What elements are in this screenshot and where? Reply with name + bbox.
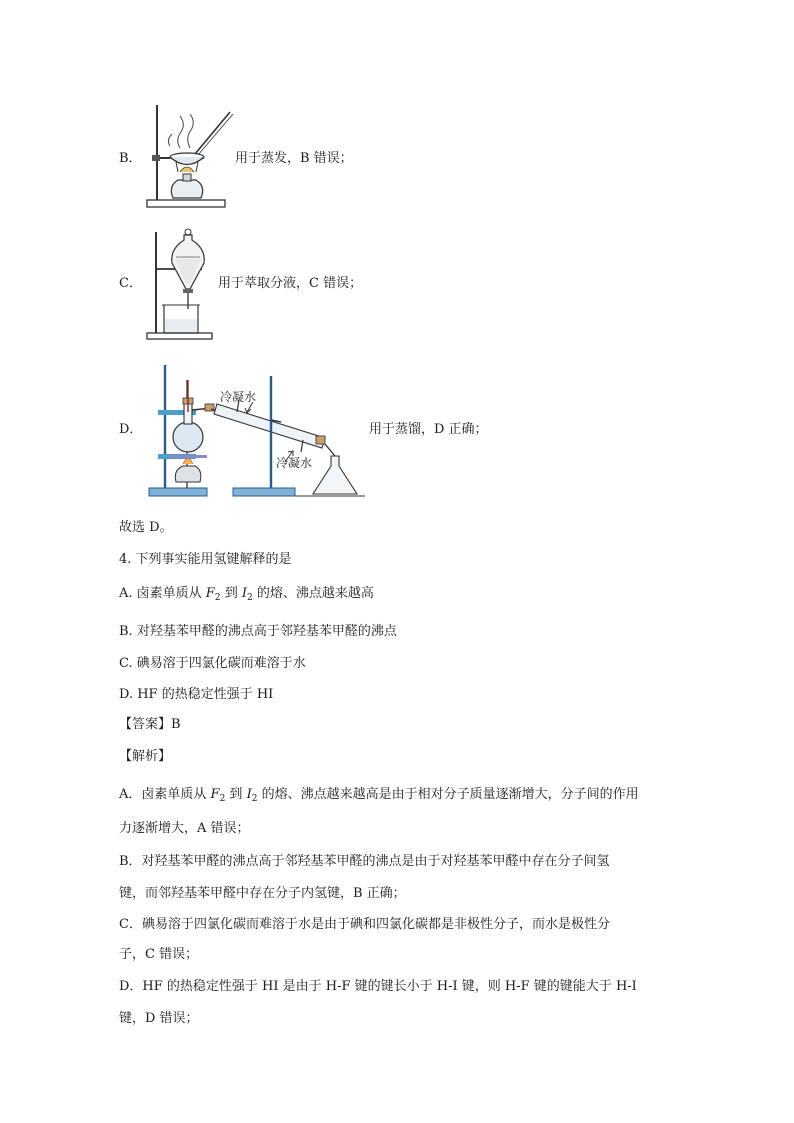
question-option-d: D. HF 的热稳定性强于 HI	[119, 687, 274, 702]
conclusion-text: 故选 D。	[119, 520, 173, 535]
option-b-text: 用于蒸发，B 错误；	[235, 151, 353, 166]
analysis-b-line2: 键，而邻羟基苯甲醛中存在分子内氢键，B 正确；	[119, 886, 406, 901]
option-c-letter: C．	[119, 276, 142, 291]
condenser-water-label-top: 冷凝水	[220, 390, 257, 404]
question-option-a: A. 卤素单质从 $F_2$ 到 $I_2$ 的熔、沸点越来越高	[119, 586, 374, 603]
option-b-letter: B．	[119, 151, 142, 166]
analysis-a-line1: A．卤素单质从 $F_2$ 到 $I_2$ 的熔、沸点越来越高是由于相对分子质量逐渐增大，分子间的作用	[119, 787, 639, 804]
analysis-c-line1: C．碘易溶于四氯化碳而难溶于水是由于碘和四氯化碳都是非极性分子，而水是极性分	[119, 917, 610, 932]
analysis-d-line2: 键，D 错误；	[119, 1011, 199, 1026]
option-d-text: 用于蒸馏，D 正确；	[369, 422, 488, 437]
option-c-text: 用于萃取分液，C 错误；	[218, 276, 363, 291]
analysis-header: 【解析】	[119, 749, 172, 764]
separatory-funnel-figure	[140, 225, 220, 345]
question-option-b: B. 对羟基苯甲醛的沸点高于邻羟基苯甲醛的沸点	[119, 624, 397, 639]
analysis-a-line2: 力逐渐增大，A 错误；	[119, 821, 250, 836]
answer-text: 【答案】B	[119, 717, 181, 732]
analysis-b-line1: B．对羟基苯甲醛的沸点高于邻羟基苯甲醛的沸点是由于对羟基苯甲醛中存在分子间氢	[119, 854, 610, 869]
condenser-water-label-bottom: 冷凝水	[276, 456, 313, 470]
question-title: 4. 下列事实能用氢键解释的是	[119, 552, 292, 567]
distillation-apparatus-figure	[145, 360, 370, 502]
question-option-c: C. 碘易溶于四氯化碳而难溶于水	[119, 656, 306, 671]
evaporation-apparatus-figure	[140, 100, 240, 215]
option-d-letter: D．	[119, 422, 143, 437]
analysis-d-line1: D．HF 的热稳定性强于 HI 是由于 H-F 键的键长小于 H-I 键，则 H-F 键的键能大于 H-I	[119, 979, 637, 994]
analysis-c-line2: 子，C 错误；	[119, 947, 199, 962]
